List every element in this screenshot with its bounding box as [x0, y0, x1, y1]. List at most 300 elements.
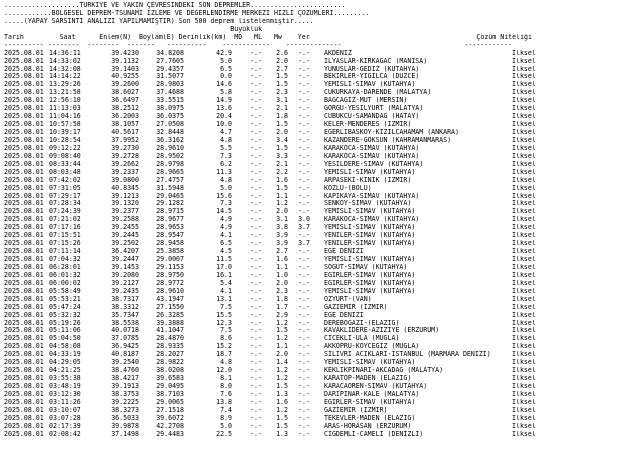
row-longitude: 29.0065	[156, 398, 184, 406]
row-depth: 4.8	[220, 359, 232, 367]
row-md: -.-	[250, 160, 262, 168]
row-location: AKDENIZ	[324, 49, 352, 57]
row-longitude: 27.1550	[156, 303, 184, 311]
row-time: 07:42:02	[49, 176, 81, 184]
row-date: 2025.08.01	[4, 335, 44, 343]
row-longitude: 28.9502	[156, 152, 184, 160]
row-mw: -.-	[298, 422, 310, 430]
row-mw: -.-	[298, 152, 310, 160]
row-latitude: 38.7317	[111, 295, 139, 303]
row-depth: 8.0	[220, 383, 232, 390]
row-location: KEKLIKPINARI-AKCADAG (MALATYA)	[324, 367, 444, 375]
row-location: YEMISLI-SIMAV (KUTAHYA)	[324, 224, 416, 232]
row-location: EGE DENIZI	[324, 248, 364, 256]
row-latitude: 39.1132	[111, 57, 139, 65]
row-longitude: 36.3162	[156, 136, 184, 144]
row-depth: 5.4	[220, 279, 232, 287]
row-longitude: 27.4757	[156, 176, 184, 184]
table-row	[4, 121, 640, 129]
row-mw: -.-	[298, 113, 310, 121]
row-longitude: 41.1047	[156, 327, 184, 335]
row-ml: 3.1	[276, 216, 288, 224]
row-date: 2025.08.01	[4, 113, 44, 121]
row-location: YEMISLI-SIMAV (KUTAHYA)	[324, 208, 416, 216]
row-time: 07:04:32	[49, 256, 81, 263]
row-md: -.-	[250, 89, 262, 97]
row-latitude: 36.5033	[111, 414, 139, 422]
row-depth: 4.5	[220, 248, 232, 256]
row-solution-quality: İlksel	[512, 57, 536, 65]
row-depth: 10.0	[216, 121, 232, 129]
row-date: 2025.08.01	[4, 383, 44, 390]
row-time: 03:11:26	[49, 398, 81, 406]
row-mw: 3.0	[298, 216, 310, 224]
row-longitude: 29.0007	[156, 256, 184, 263]
row-latitude: 39.4230	[111, 49, 139, 57]
table-row	[4, 383, 640, 391]
row-time: 14:32:08	[49, 65, 81, 73]
row-latitude: 39.1320	[111, 200, 139, 208]
row-depth: 11.3	[216, 168, 232, 176]
row-date: 2025.08.01	[4, 184, 44, 192]
row-depth: 15.5	[216, 311, 232, 319]
row-solution-quality: İlksel	[512, 89, 536, 97]
table-row	[4, 312, 640, 320]
table-row	[4, 280, 640, 288]
row-solution-quality: İlksel	[512, 168, 536, 176]
row-time: 04:58:08	[49, 343, 81, 351]
row-depth: 4.7	[220, 129, 232, 136]
row-solution-quality: İlksel	[512, 192, 536, 200]
row-latitude: 39.2225	[111, 398, 139, 406]
row-ml: 2.3	[276, 89, 288, 97]
row-md: -.-	[250, 184, 262, 192]
row-location: AKKOPRU-KOYCEGIZ (MUGLA)	[324, 343, 420, 351]
row-date: 2025.08.01	[4, 359, 44, 367]
row-depth: 4.8	[220, 176, 232, 184]
row-solution-quality: İlksel	[512, 240, 536, 248]
row-solution-quality: İlksel	[512, 216, 536, 224]
table-row	[4, 161, 640, 169]
row-ml: 3.8	[276, 224, 288, 232]
row-latitude: 38.1057	[111, 121, 139, 129]
row-date: 2025.08.01	[4, 375, 44, 383]
row-time: 04:29:05	[49, 359, 81, 367]
table-row	[4, 375, 640, 383]
row-time: 07:21:02	[49, 216, 81, 224]
header-title: ...................TÜRKİYE VE YAKIN ÇEVRESİNDEKİ SON DEPREMLER........................	[4, 2, 346, 9]
row-longitude: 39.6583	[156, 375, 184, 383]
row-time: 11:13:03	[49, 105, 81, 113]
row-location: BAGCAGIZ-MUT (MERSIN)	[324, 97, 408, 105]
row-date: 2025.08.01	[4, 422, 44, 430]
row-mw: -.-	[298, 375, 310, 383]
row-date: 2025.08.01	[4, 406, 44, 414]
row-location: YEMISLI-SIMAV (KUTAHYA)	[324, 287, 416, 295]
row-ml: 3.3	[276, 152, 288, 160]
row-time: 09:12:22	[49, 144, 81, 152]
row-solution-quality: İlksel	[512, 319, 536, 327]
row-md: -.-	[250, 248, 262, 256]
row-depth: 5.8	[220, 89, 232, 97]
table-row	[4, 296, 640, 304]
row-depth: 7.6	[220, 390, 232, 398]
row-solution-quality: İlksel	[512, 81, 536, 89]
table-row	[4, 423, 640, 431]
row-md: -.-	[250, 406, 262, 414]
row-ml: 2.7	[276, 65, 288, 73]
row-md: -.-	[250, 383, 262, 390]
row-md: -.-	[250, 224, 262, 232]
row-md: -.-	[250, 129, 262, 136]
row-location: YUNUSLAR-GEDIZ (KUTAHYA)	[324, 65, 420, 73]
table-row	[4, 177, 640, 185]
row-depth: 12.0	[216, 367, 232, 375]
row-time: 13:21:58	[49, 89, 81, 97]
row-ml: 1.7	[276, 303, 288, 311]
row-mw: -.-	[298, 232, 310, 240]
row-longitude: 26.3285	[156, 311, 184, 319]
row-ml: 2.0	[276, 57, 288, 65]
table-row	[4, 185, 640, 193]
row-time: 07:15:26	[49, 240, 81, 248]
row-location: GAZIEMIR (IZMIR)	[324, 406, 388, 414]
row-md: -.-	[250, 256, 262, 263]
row-md: -.-	[250, 232, 262, 240]
row-depth: 15.6	[216, 192, 232, 200]
table-row	[4, 97, 640, 105]
table-row	[4, 407, 640, 415]
row-ml: 1.3	[276, 430, 288, 438]
row-latitude: 35.7347	[111, 311, 139, 319]
earthquake-rows	[4, 50, 640, 439]
row-location: KARAKOCA-SIMAV (KUTAHYA)	[324, 152, 420, 160]
row-location: KARATOP-MADEN (ELAZIG)	[324, 375, 412, 383]
row-latitude: 39.2445	[111, 232, 139, 240]
row-mw: -.-	[298, 343, 310, 351]
row-time: 05:04:50	[49, 335, 81, 343]
row-md: -.-	[250, 327, 262, 335]
table-row	[4, 232, 640, 240]
row-md: -.-	[250, 359, 262, 367]
row-time: 02:08:42	[49, 430, 81, 438]
row-ml: 3.9	[276, 240, 288, 248]
row-location: EGIRLER-SIMAV (KUTAHYA)	[324, 271, 416, 279]
row-ml: 1.8	[276, 113, 288, 121]
row-md: -.-	[250, 136, 262, 144]
row-date: 2025.08.01	[4, 121, 44, 129]
row-time: 07:24:39	[49, 208, 81, 216]
row-mw: -.-	[298, 295, 310, 303]
row-date: 2025.08.01	[4, 136, 44, 144]
row-ml: 1.6	[276, 256, 288, 263]
row-depth: 14.5	[216, 208, 232, 216]
table-row	[4, 240, 640, 248]
row-mw: -.-	[298, 359, 310, 367]
row-latitude: 40.0718	[111, 327, 139, 335]
row-depth: 20.4	[216, 113, 232, 121]
table-row	[4, 248, 640, 256]
row-location: EGIRLER-SIMAV (KUTAHYA)	[324, 398, 416, 406]
row-longitude: 28.9803	[156, 81, 184, 89]
row-mw: -.-	[298, 248, 310, 256]
row-depth: 5.0	[220, 422, 232, 430]
row-time: 03:10:07	[49, 406, 81, 414]
row-longitude: 39.3888	[156, 319, 184, 327]
row-mw: -.-	[298, 168, 310, 176]
row-ml: 1.5	[276, 184, 288, 192]
row-depth: 13.8	[216, 398, 232, 406]
row-location: KARAKOCA-SIMAV (KUTAHYA)	[324, 144, 420, 152]
row-date: 2025.08.01	[4, 176, 44, 184]
row-ml: 1.2	[276, 200, 288, 208]
row-solution-quality: İlksel	[512, 327, 536, 335]
row-ml: 1.2	[276, 367, 288, 375]
row-ml: 1.2	[276, 335, 288, 343]
row-time: 08:33:44	[49, 160, 81, 168]
row-ml: 3.4	[276, 136, 288, 144]
row-ml: 1.5	[276, 144, 288, 152]
row-longitude: 29.4357	[156, 65, 184, 73]
header-rule: ---------- -------- -------- ------- ---------- ------------ -------------- ------------	[4, 41, 513, 49]
row-mw: -.-	[298, 351, 310, 359]
row-date: 2025.08.01	[4, 343, 44, 351]
row-ml: 2.1	[276, 160, 288, 168]
row-latitude: 38.3753	[111, 390, 139, 398]
row-latitude: 38.4217	[111, 375, 139, 383]
row-solution-quality: İlksel	[512, 406, 536, 414]
row-mw: -.-	[298, 160, 310, 168]
row-md: -.-	[250, 271, 262, 279]
column-headers: Tarih Saat Enlem(N) Boylam(E) Derinlik(km) MD ML Mw Yer Çözüm Niteliği	[4, 33, 532, 41]
row-latitude: 39.2540	[111, 359, 139, 367]
row-solution-quality: İlksel	[512, 256, 536, 263]
row-md: -.-	[250, 57, 262, 65]
table-row	[4, 343, 640, 351]
row-date: 2025.08.01	[4, 144, 44, 152]
row-solution-quality: İlksel	[512, 279, 536, 287]
row-date: 2025.08.01	[4, 414, 44, 422]
table-row	[4, 415, 640, 423]
row-solution-quality: İlksel	[512, 144, 536, 152]
row-location: EGE DENIZI	[324, 311, 364, 319]
row-depth: 42.9	[216, 49, 232, 57]
row-time: 11:04:16	[49, 113, 81, 121]
row-longitude: 28.9547	[156, 232, 184, 240]
row-mw: -.-	[298, 184, 310, 192]
row-date: 2025.08.01	[4, 367, 44, 375]
row-longitude: 28.4870	[156, 335, 184, 343]
row-time: 04:33:19	[49, 351, 81, 359]
row-md: -.-	[250, 176, 262, 184]
row-time: 07:11:14	[49, 248, 81, 256]
row-solution-quality: İlksel	[512, 287, 536, 295]
row-latitude: 38.3273	[111, 406, 139, 414]
table-row	[4, 89, 640, 97]
row-depth: 4.8	[220, 136, 232, 144]
row-time: 10:39:17	[49, 129, 81, 136]
row-longitude: 28.9610	[156, 144, 184, 152]
row-ml: 1.8	[276, 295, 288, 303]
row-ml: 1.4	[276, 359, 288, 367]
row-depth: 7.5	[220, 303, 232, 311]
table-row	[4, 351, 640, 359]
row-latitude: 36.2003	[111, 113, 139, 121]
row-longitude: 28.9677	[156, 216, 184, 224]
row-mw: -.-	[298, 97, 310, 105]
row-depth: 22.5	[216, 430, 232, 438]
row-date: 2025.08.01	[4, 81, 44, 89]
row-solution-quality: İlksel	[512, 97, 536, 105]
row-solution-quality: İlksel	[512, 152, 536, 160]
header-subtitle: ............BÖLGESEL DEPREM-TSUNAMI İZLEME VE DEĞERLENDİRME MERKEZİ HIZLI ÇÖZÜMLERİ.........	[4, 9, 370, 17]
row-depth: 14.9	[216, 97, 232, 105]
row-latitude: 38.2512	[111, 105, 139, 113]
row-longitude: 27.1518	[156, 406, 184, 414]
row-date: 2025.08.01	[4, 73, 44, 81]
row-ml: 2.1	[276, 105, 288, 113]
row-solution-quality: İlksel	[512, 184, 536, 192]
row-ml: 3.1	[276, 97, 288, 105]
row-ml: 2.0	[276, 208, 288, 216]
row-location: YEMISLI-SIMAV (KUTAHYA)	[324, 81, 416, 89]
row-time: 05:58:49	[49, 287, 81, 295]
row-longitude: 34.8208	[156, 49, 184, 57]
row-md: -.-	[250, 263, 262, 271]
row-time: 06:00:02	[49, 279, 81, 287]
row-mw: -.-	[298, 383, 310, 390]
row-time: 07:15:51	[49, 232, 81, 240]
row-time: 05:32:32	[49, 311, 81, 319]
row-depth: 6.5	[220, 65, 232, 73]
row-ml: 1.6	[276, 176, 288, 184]
table-row	[4, 391, 640, 399]
row-md: -.-	[250, 216, 262, 224]
row-solution-quality: İlksel	[512, 311, 536, 319]
row-ml: 2.0	[276, 279, 288, 287]
row-date: 2025.08.01	[4, 208, 44, 216]
row-latitude: 36.6497	[111, 97, 139, 105]
row-location: GAZIEMIR (IZMIR)	[324, 303, 388, 311]
row-depth: 4.9	[220, 216, 232, 224]
row-latitude: 39.2502	[111, 240, 139, 248]
row-solution-quality: İlksel	[512, 398, 536, 406]
row-location: SOGUT-SIMAV (KUTAHYA)	[324, 263, 408, 271]
row-md: -.-	[250, 65, 262, 73]
row-location: KOZLU-(BOLU)	[324, 184, 372, 192]
row-longitude: 28.9772	[156, 279, 184, 287]
row-ml: 3.9	[276, 232, 288, 240]
row-mw: -.-	[298, 49, 310, 57]
row-latitude: 39.2728	[111, 152, 139, 160]
row-solution-quality: İlksel	[512, 121, 536, 129]
row-location: SENKOY-SIMAV (KUTAHYA)	[324, 200, 412, 208]
row-location: EGIRLER-SIMAV (KUTAHYA)	[324, 279, 416, 287]
row-time: 03:55:38	[49, 375, 81, 383]
row-depth: 7.3	[220, 200, 232, 208]
row-location: ILYASLAR-KIRKAGAC (MANISA)	[324, 57, 428, 65]
row-time: 06:01:32	[49, 271, 81, 279]
row-solution-quality: İlksel	[512, 414, 536, 422]
row-date: 2025.08.01	[4, 430, 44, 438]
row-ml: 2.7	[276, 248, 288, 256]
table-row	[4, 58, 640, 66]
row-longitude: 38.0208	[156, 367, 184, 375]
row-md: -.-	[250, 295, 262, 303]
row-location: DARIPINAR-KALE (MALATYA)	[324, 390, 420, 398]
row-longitude: 28.9665	[156, 168, 184, 176]
row-date: 2025.08.01	[4, 398, 44, 406]
row-time: 05:53:21	[49, 295, 81, 303]
row-latitude: 39.2127	[111, 279, 139, 287]
row-md: -.-	[250, 73, 262, 81]
row-ml: 1.5	[276, 327, 288, 335]
row-location: CICEKLI-ULA (MUGLA)	[324, 335, 400, 343]
row-solution-quality: İlksel	[512, 335, 536, 343]
row-mw: -.-	[298, 279, 310, 287]
row-mw: -.-	[298, 256, 310, 263]
table-row	[4, 145, 640, 153]
row-md: -.-	[250, 152, 262, 160]
row-latitude: 39.1213	[111, 192, 139, 200]
row-mw: -.-	[298, 319, 310, 327]
row-longitude: 36.0375	[156, 113, 184, 121]
row-mw: -.-	[298, 430, 310, 438]
row-mw: -.-	[298, 263, 310, 271]
row-longitude: 29.0495	[156, 383, 184, 390]
row-mw: -.-	[298, 406, 310, 414]
row-time: 07:28:34	[49, 200, 81, 208]
row-time: 07:29:17	[49, 192, 81, 200]
row-latitude: 39.1453	[111, 263, 139, 271]
row-time: 06:28:01	[49, 263, 81, 271]
row-md: -.-	[250, 113, 262, 121]
row-mw: -.-	[298, 81, 310, 89]
row-latitude: 38.6027	[111, 89, 139, 97]
row-ml: 1.1	[276, 263, 288, 271]
row-latitude: 40.5617	[111, 129, 139, 136]
row-latitude: 39.2600	[111, 81, 139, 89]
row-date: 2025.08.01	[4, 295, 44, 303]
row-md: -.-	[250, 367, 262, 375]
row-latitude: 39.9878	[111, 422, 139, 430]
row-time: 14:33:02	[49, 57, 81, 65]
row-location: CIGDEMLI-CAMELI (DENIZLI)	[324, 430, 424, 438]
row-time: 05:11:06	[49, 327, 81, 335]
table-row	[4, 169, 640, 177]
row-date: 2025.08.01	[4, 216, 44, 224]
row-mw: -.-	[298, 73, 310, 81]
row-location: KELER-MENDERES (IZMIR)	[324, 121, 412, 129]
row-location: YENILER-SIMAV (KUTAHYA)	[324, 240, 416, 248]
row-date: 2025.08.01	[4, 97, 44, 105]
row-mw: -.-	[298, 335, 310, 343]
row-latitude: 39.2435	[111, 287, 139, 295]
row-depth: 5.0	[220, 57, 232, 65]
row-longitude: 28.2027	[156, 351, 184, 359]
row-longitude: 33.5515	[156, 97, 184, 105]
row-ml: 1.2	[276, 375, 288, 383]
row-mw: -.-	[298, 367, 310, 375]
row-longitude: 28.9750	[156, 271, 184, 279]
row-solution-quality: İlksel	[512, 303, 536, 311]
table-row	[4, 224, 640, 232]
row-longitude: 32.8448	[156, 129, 184, 136]
row-md: -.-	[250, 240, 262, 248]
row-time: 08:03:48	[49, 168, 81, 176]
row-longitude: 31.5077	[156, 73, 184, 81]
row-mw: -.-	[298, 200, 310, 208]
